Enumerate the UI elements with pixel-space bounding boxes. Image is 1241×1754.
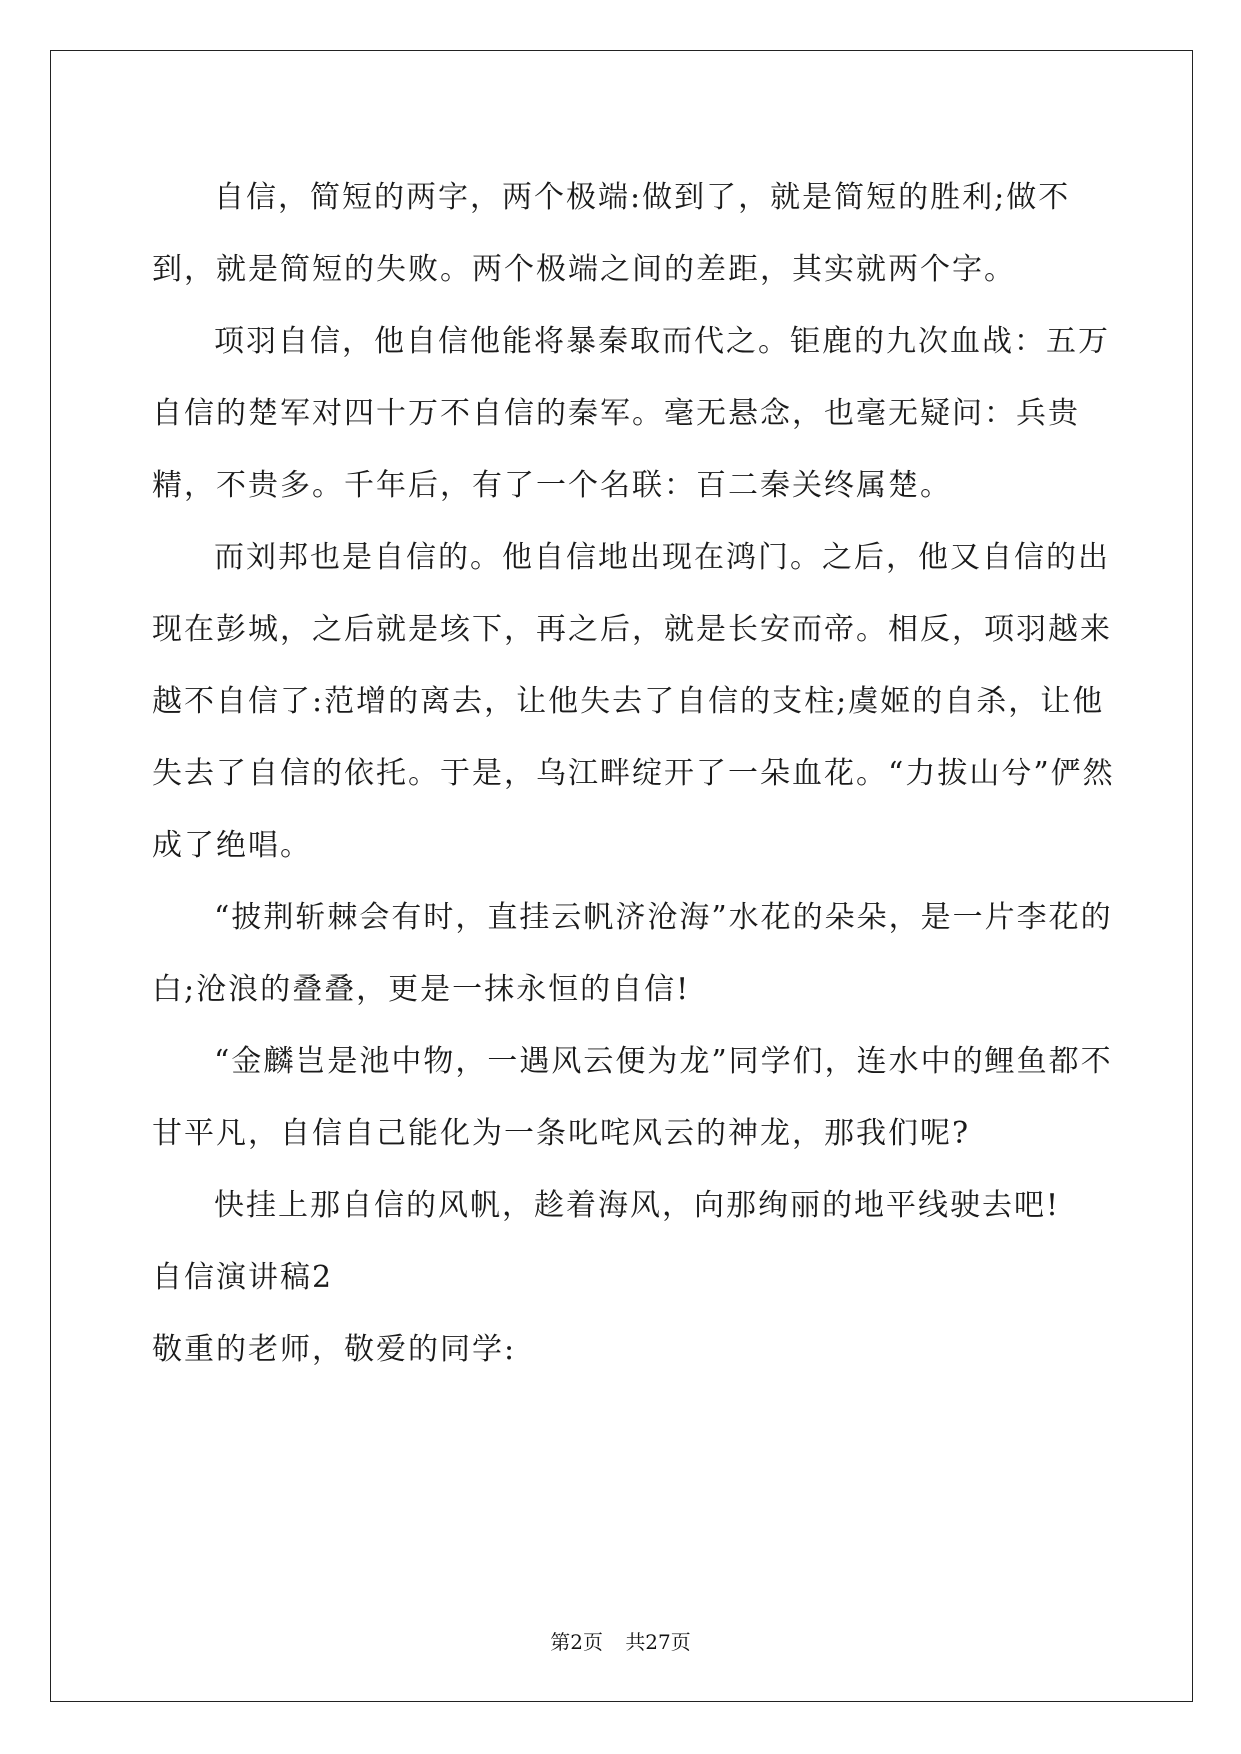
salutation: 敬重的老师，敬爱的同学: [152, 1332, 517, 1367]
section-title: 自信演讲稿2 [152, 1260, 334, 1295]
page-number: 第2页 [550, 1630, 603, 1654]
paragraph-5: “金麟岂是池中物，一遇风云便为龙”同学们，连水中的鲤鱼都不甘平凡，自信自己能化为一条叱咤风云的神龙，那我们呢? [152, 1044, 1113, 1151]
paragraph-6: 快挂上那自信的风帆，趁着海风，向那绚丽的地平线驶去吧! [214, 1188, 1061, 1223]
paragraph-4: “披荆斩棘会有时，直挂云帆济沧海”水花的朵朵，是一片李花的白;沧浪的叠叠，更是一抹永恒的自信! [152, 900, 1113, 1007]
page-total: 共27页 [625, 1630, 691, 1654]
paragraph-3: 而刘邦也是自信的。他自信地出现在鸿门。之后，他又自信的出现在彭城，之后就是垓下，再之后，就是长安而帝。相反，项羽越来越不自信了:范增的离去，让他失去了自信的支柱;虞姬的自杀，让他失去了自信的依托。于是，乌江畔绽开了一朵血花。“力拔山兮”俨然成了绝唱。 [152, 540, 1115, 863]
paragraph-1: 自信，简短的两字，两个极端:做到了，就是简短的胜利;做不到，就是简短的失败。两个极端之间的差距，其实就两个字。 [152, 180, 1071, 287]
page-footer [0, 1626, 1241, 1655]
paragraph-2: 项羽自信，他自信他能将暴秦取而代之。钜鹿的九次血战：五万自信的楚军对四十万不自信的秦军。毫无悬念，也毫无疑问：兵贵精，不贵多。千年后，有了一个名联：百二秦关终属楚。 [152, 324, 1110, 503]
document-body [152, 162, 1122, 1386]
